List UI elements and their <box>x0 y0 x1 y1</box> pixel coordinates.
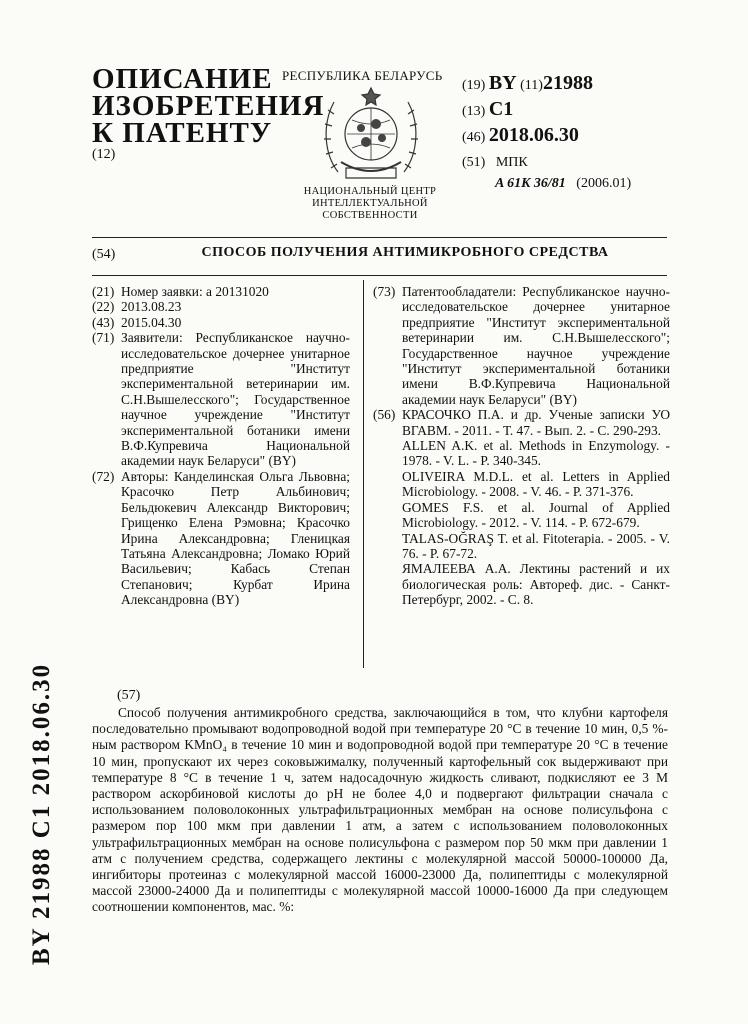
field-72: (72) Авторы: Канделинская Ольга Львовна; Красочко Петр Альбинович; Бельдюкевич Александр Викторович; Грищенко Елена Рэмовна; Красочко Ирина Александровна; Гленицкая Татьяна Александровна; Ломако Юрий Васильевич; Кабась Степан Степанович; Курбат Ирина Александровна (BY) <box>92 468 350 608</box>
reference-2: ALLEN A.K. et al. Methods in Enzymology. - 1978. - V. L. - P. 340-345. <box>402 438 670 469</box>
code-46: (46) <box>462 130 486 145</box>
title-line-1: ОПИСАНИЕ <box>92 63 273 95</box>
reference-1: КРАСОЧКО П.А. и др. Ученые записки УО ВГАВМ. - 2011. - Т. 47. - Вып. 2. - С. 290-293. <box>402 407 670 438</box>
field-73: (73) Патентообладатели: Республиканское научно-исследовательское дочернее унитарное предприятие "Институт экспериментальной ветеринарии им. С.Н.Вышелесского"; Государственное научное учреждение "Институт экспериментальной ботаники имени В.Ф.Купревича Национальной академии наук Беларуси" (BY) <box>373 284 670 407</box>
code-54: (54) <box>92 247 116 262</box>
applicants: Заявители: Республиканское научно-исследовательское дочернее унитарное предприятие "Институт экспериментальной ветеринарии им. С.Н.Вышелесского"; Государственное научное учреждение "Институт экспериментальной ботаники имени В.Ф.Купревича Национальной академии наук Беларуси" (BY) <box>121 330 350 469</box>
field-21: (21) Номер заявки: а 20131020 <box>92 284 350 299</box>
invention-title: СПОСОБ ПОЛУЧЕНИЯ АНТИМИКРОБНОГО СРЕДСТВА <box>201 245 609 260</box>
filing-date: 2013.08.23 <box>121 299 182 315</box>
title-line-3: К ПАТЕНТУ <box>92 117 273 149</box>
office-name: НАЦИОНАЛЬНЫЙ ЦЕНТР ИНТЕЛЛЕКТУАЛЬНОЙ СОБСТВЕННОСТИ <box>303 186 437 221</box>
code-11: (11) <box>520 78 543 93</box>
ipc-year: (2006.01) <box>576 176 632 191</box>
title-line-2: ИЗОБРЕТЕНИЯ <box>92 90 325 122</box>
code-12: (12) <box>92 147 116 162</box>
right-column <box>373 284 670 608</box>
code-13-row <box>462 98 513 121</box>
publication-date: 2018.06.30 <box>488 124 579 146</box>
patent-number: 21988 <box>542 72 593 94</box>
field-22: (22) 2013.08.23 <box>92 299 350 314</box>
authors: Авторы: Канделинская Ольга Львовна; Красочко Петр Альбинович; Бельдюкевич Александр Викторович; Грищенко Елена Рэмовна; Красочко Ирина Александровна; Гленицкая Татьяна Александровна; Ломако Юрий Васильевич; Кабась Степан Степанович; Курбат Ирина Александровна (BY) <box>121 468 350 608</box>
code-19-row <box>462 72 593 95</box>
reference-6: ЯМАЛЕЕВА А.А. Лектины растений и их биологическая роль: Автореф. дис. - Санкт-Петербург, 2002. - С. 8. <box>402 561 670 608</box>
code-51: (51) <box>462 155 486 170</box>
ipc-class: A 61K 36/81 <box>495 176 566 191</box>
application-number: Номер заявки: а 20131020 <box>121 284 269 299</box>
left-column <box>92 284 350 608</box>
ipc-label: МПК <box>495 155 528 170</box>
reference-5: TALAS-OĞRAŞ T. et al. Fitoterapia. - 2005. - V. 76. - P. 67-72. <box>402 530 670 561</box>
code-57: (57) <box>117 688 141 703</box>
country-code: BY <box>488 72 517 94</box>
side-patent-id: BY 21988 C1 2018.06.30 <box>28 662 55 965</box>
reference-4: GOMES F.S. et al. Journal of Applied Microbiology. - 2012. - V. 114. - P. 672-679. <box>402 499 670 531</box>
code-13: (13) <box>462 104 486 119</box>
claim-text: Способ получения антимикробного средства, заключающийся в том, что клубни картофеля последовательно промывают водопроводной водой при температуре 20 °С в течение 10 мин, 0,5 %-ным раствором KMnO₄ в течение 10 мин и водопроводной водой при температуре 20 °С в течение 10 мин, пропускают их через соковыжималку, полученный картофельный сок выдерживают при температуре 8 °С в течение 1 ч, затем надосадочную жидкость сливают, подкисляют ее 3 М раствором аскорбиновой кислоты до pH не более 4,0 и подвергают фильтрации сначала с использованием половолоконных ультрафильтрационных мембран на основе полисульфона с размером пор 100 мкм при давлении 1 атм, а затем с использованием половолоконных ультрафильтрационных мембран на основе полисульфона с размером пор 50 мкм при давлении 1 атм с получением средства, содержащего лектины с молекулярной массой 50000-100000 Да, ингибиторы протеиназ с молекулярной массой 16000-23000 Да, полипептиды с молекулярной массой 23000-24000 Да и полипептиды с молекулярной массой 10000-16000 Да при следующем соотношении компонентов, мас. %: <box>92 705 668 915</box>
patent-holders: Патентообладатели: Республиканское научно-исследовательское дочернее унитарное предприятие "Институт экспериментальной ветеринарии им. С.Н.Вышелесского"; Государственное научное учреждение "Институт экспериментальной ботаники имени В.Ф.Купревича Национальной академии наук Беларуси" (BY) <box>402 284 670 407</box>
belarus-emblem-icon <box>316 84 426 184</box>
application-publication-date: 2015.04.30 <box>121 314 182 330</box>
code-46-row <box>462 124 579 147</box>
ipc-row <box>495 176 631 192</box>
field-56: (56) КРАСОЧКО П.А. и др. Ученые записки УО ВГАВМ. - 2011. - Т. 47. - Вып. 2. - С. 290-293. <box>373 407 670 438</box>
code-19: (19) <box>462 78 486 93</box>
country-label: РЕСПУБЛИКА БЕЛАРУСЬ <box>282 68 443 83</box>
column-divider <box>363 280 364 668</box>
kind-code: C1 <box>488 98 514 120</box>
reference-3: OLIVEIRA M.D.L. et al. Letters in Applied Microbiology. - 2008. - V. 46. - P. 371-376. <box>402 468 670 500</box>
field-43: (43) 2015.04.30 <box>92 315 350 330</box>
code-51-row <box>462 155 528 171</box>
divider-bottom <box>92 275 667 276</box>
divider-top <box>92 237 667 238</box>
field-71: (71) Заявители: Республиканское научно-исследовательское дочернее унитарное предприятие "Институт экспериментальной ветеринарии им. С.Н.Вышелесского"; Государственное научное учреждение "Институт экспериментальной ботаники имени В.Ф.Купревича Национальной академии наук Беларуси" (BY) <box>92 330 350 469</box>
